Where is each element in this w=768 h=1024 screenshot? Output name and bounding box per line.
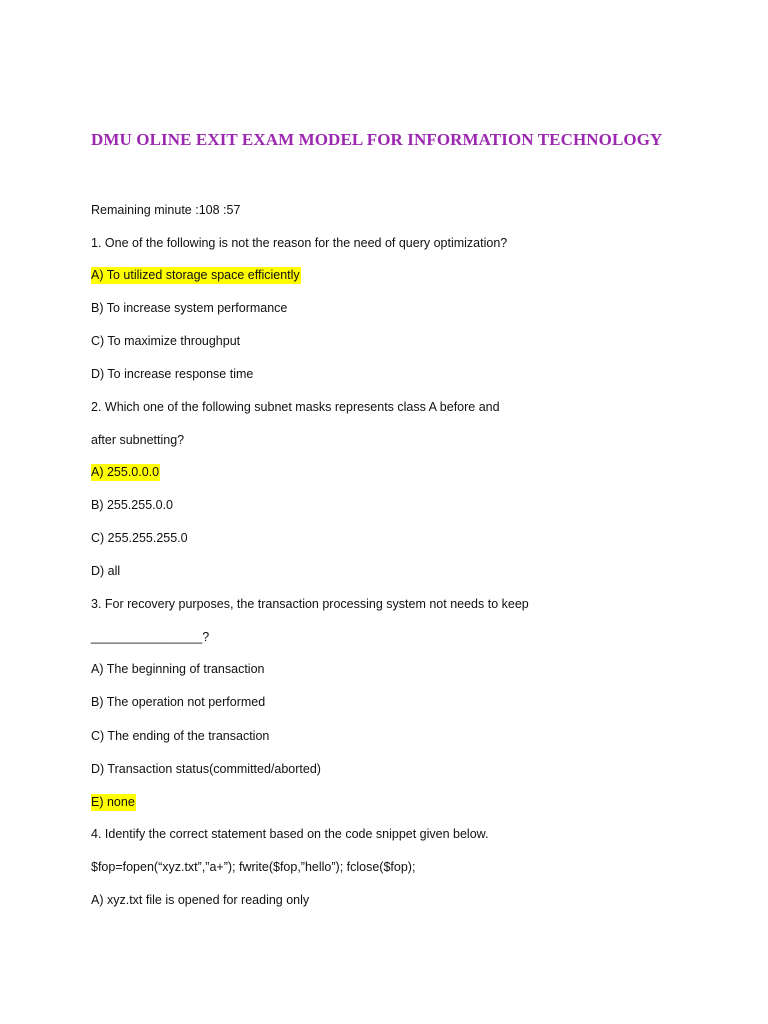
question-3-option-a: A) The beginning of transaction (91, 662, 265, 676)
question-2-option-b: B) 255.255.0.0 (91, 498, 174, 512)
question-2-option-a (91, 463, 160, 481)
question-4-text: 4. Identify the correct statement based on the code snippet given below. (91, 827, 489, 841)
question-2-option-d: D) all (91, 564, 121, 578)
question-3-option-d: D) Transaction status(committed/aborted) (91, 762, 321, 776)
question-3-text-line-2: ________________? (91, 630, 210, 644)
question-1-option-d: D) To increase response time (91, 367, 254, 381)
highlighted-answer: A) 255.0.0.0 (91, 465, 160, 479)
question-1-option-b: B) To increase system performance (91, 301, 288, 315)
question-2-text-line-1: 2. Which one of the following subnet masks represents class A before and (91, 400, 500, 414)
highlighted-answer: E) none (91, 795, 135, 809)
question-4-code-snippet: $fop=fopen(“xyz.txt”,”a+”); fwrite($fop,”hello”); fclose($fop); (91, 860, 416, 874)
question-2-text-line-2: after subnetting? (91, 433, 185, 447)
question-3-text-line-1: 3. For recovery purposes, the transaction processing system not needs to keep (91, 597, 529, 611)
question-3-option-c: C) The ending of the transaction (91, 729, 270, 743)
question-1-option-c: C) To maximize throughput (91, 334, 241, 348)
question-1-option-a (91, 266, 301, 284)
question-1-text: 1. One of the following is not the reason for the need of query optimization? (91, 236, 508, 250)
remaining-time: Remaining minute :108 :57 (91, 203, 241, 217)
document-title: DMU OLINE EXIT EXAM MODEL FOR INFORMATION TECHNOLOGY (91, 130, 663, 149)
question-2-option-c: C) 255.255.255.0 (91, 531, 188, 545)
question-4-option-a: A) xyz.txt file is opened for reading only (91, 893, 310, 907)
question-3-option-e (91, 793, 136, 811)
highlighted-answer: A) To utilized storage space efficiently (91, 268, 300, 282)
question-3-option-b: B) The operation not performed (91, 695, 266, 709)
